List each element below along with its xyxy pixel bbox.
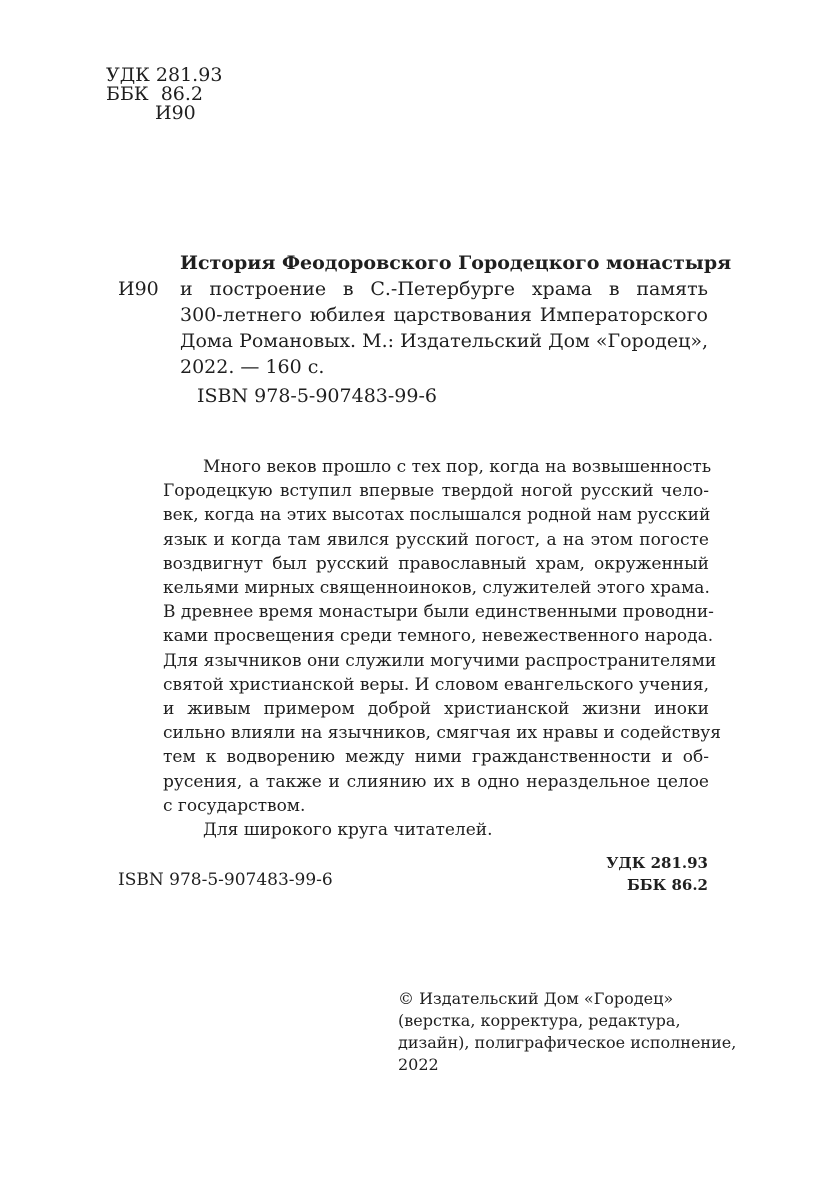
footer-codes bbox=[560, 852, 708, 896]
abstract-line: век, когда на этих высотах послышался родной нам русский bbox=[163, 505, 711, 526]
abstract-line: В древнее время монастыри были единственными проводни- bbox=[163, 602, 714, 623]
udk-code-top: УДК 281.93 bbox=[106, 64, 223, 86]
book-title: История Феодоровского Городецкого монастыря bbox=[180, 252, 732, 274]
abstract-line: Для язычников они служили могучими распространителями bbox=[163, 650, 717, 671]
abstract-line: с государством. bbox=[163, 795, 306, 816]
abstract-line: тем к водворению между ними гражданственности и об- bbox=[163, 747, 709, 768]
author-mark-bib: И90 bbox=[118, 278, 159, 300]
isbn-bib: ISBN 978-5-907483-99-6 bbox=[197, 385, 437, 407]
bbk-code-footer: ББК 86.2 bbox=[626, 876, 708, 894]
abstract-line: ками просвещения среди темного, невежественного народа. bbox=[163, 626, 714, 647]
bibliographic-record bbox=[180, 250, 732, 380]
copyright-line: 2022 bbox=[398, 1055, 439, 1074]
abstract-line: сильно влияли на язычников, смягчая их нравы и содействуя bbox=[163, 723, 721, 744]
copyright-line: © Издательский Дом «Городец» bbox=[398, 989, 674, 1008]
bib-line: и построение в С.-Петербурге храма в память bbox=[180, 278, 708, 300]
bib-line: 300-летнего юбилея царствования Императорского bbox=[180, 304, 708, 326]
udk-code-footer: УДК 281.93 bbox=[606, 854, 708, 872]
audience-note: Для широкого круга читателей. bbox=[203, 820, 493, 841]
copyright-line: (верстка, корректура, редактура, bbox=[398, 1011, 681, 1030]
abstract-line: и живым примером доброй христианской жизни иноки bbox=[163, 699, 709, 720]
author-mark-top: И90 bbox=[155, 102, 196, 124]
abstract-line: русения, а также и слиянию их в одно нераздельное целое bbox=[163, 771, 709, 792]
abstract-line: Городецкую вступил впервые твердой ногой русский чело- bbox=[163, 481, 709, 502]
bbk-code-top: ББК 86.2 bbox=[106, 83, 204, 105]
abstract-line: кельями мирных священноиноков, служителей этого храма. bbox=[163, 578, 710, 599]
bib-line: 2022. — 160 с. bbox=[180, 356, 325, 378]
abstract-line: воздвигнут был русский православный храм, окруженный bbox=[163, 553, 709, 574]
copyright-line: дизайн), полиграфическое исполнение, bbox=[398, 1033, 737, 1052]
copyright-block bbox=[398, 988, 736, 1076]
bib-line: Дома Романовых. М.: Издательский Дом «Городец», bbox=[180, 330, 708, 352]
abstract-line: Много веков прошло с тех пор, когда на возвышенность bbox=[203, 457, 712, 477]
abstract-line: святой христианской веры. И словом евангельского учения, bbox=[163, 674, 710, 695]
abstract bbox=[163, 455, 721, 842]
isbn-footer: ISBN 978-5-907483-99-6 bbox=[118, 870, 333, 890]
abstract-line: язык и когда там явился русский погост, а на этом погосте bbox=[163, 529, 709, 550]
